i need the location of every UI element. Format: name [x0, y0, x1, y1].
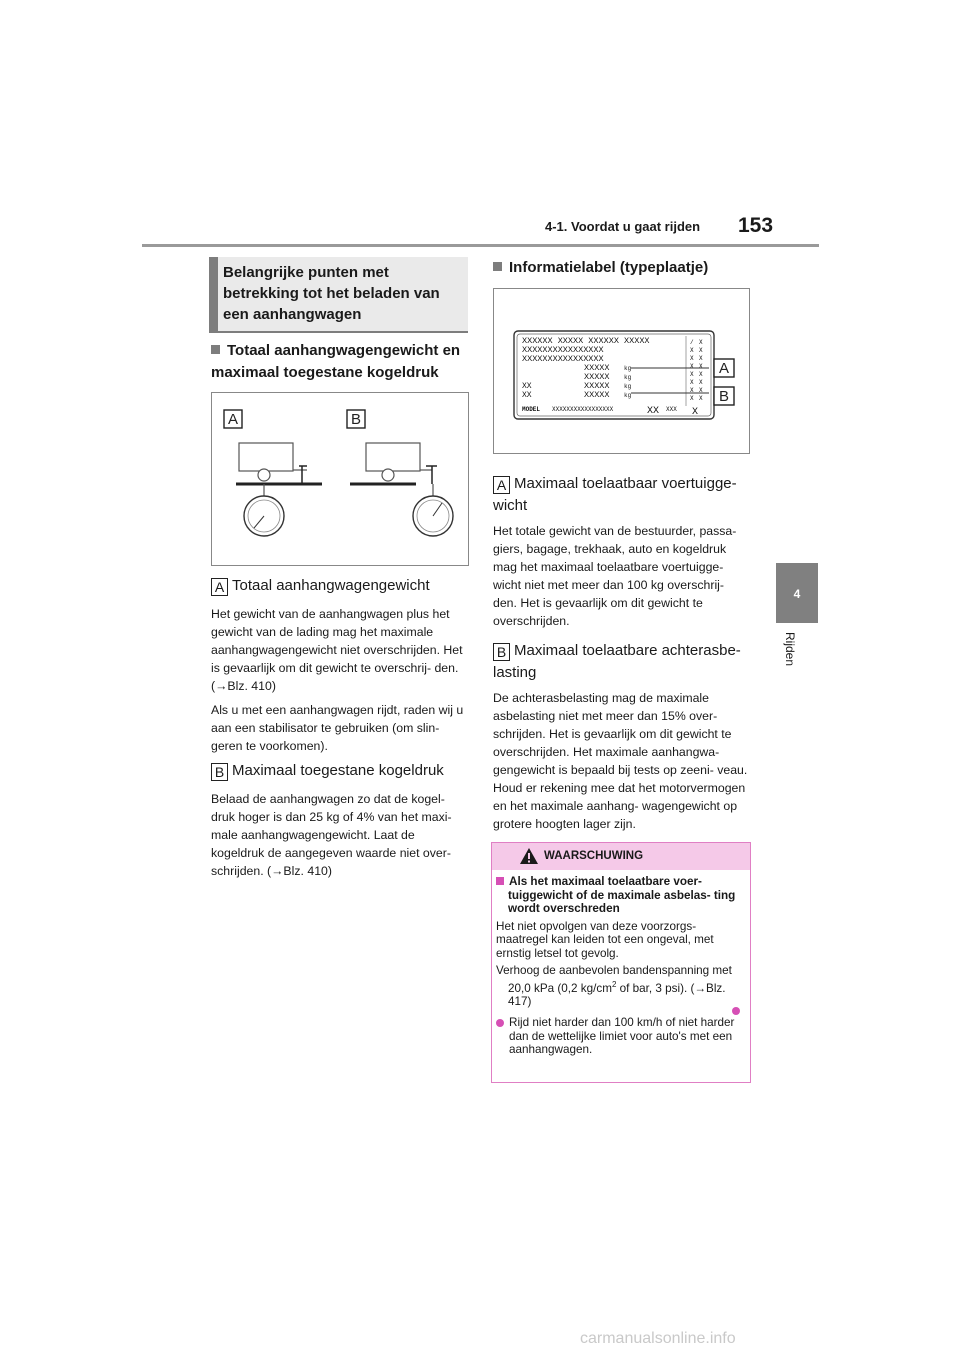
section-box-bar — [209, 257, 218, 331]
svg-text:X: X — [690, 371, 694, 378]
svg-text:X: X — [699, 395, 703, 402]
left-item-a-body — [211, 605, 467, 761]
svg-text:X: X — [690, 347, 694, 354]
right-heading-text: Informatielabel (typeplaatje) — [509, 259, 709, 276]
warning-p2-b: of bar, 3 psi). (→Blz. 417) — [508, 981, 726, 1008]
trailer-a — [236, 443, 322, 536]
letter-b-badge: B — [211, 763, 228, 781]
svg-text:X: X — [699, 363, 703, 370]
svg-text:X: X — [690, 355, 694, 362]
svg-text:X: X — [690, 387, 694, 394]
right-item-a-body — [493, 522, 751, 636]
right-item-a-title: Maximaal toelaatbaar voertuigge- wicht — [493, 475, 737, 514]
svg-text:X: X — [692, 407, 699, 418]
figure-letter-a: A — [227, 411, 239, 428]
warning-p3 — [496, 1016, 746, 1057]
svg-text:X: X — [699, 387, 703, 394]
bullet-dot-icon — [496, 1019, 504, 1027]
left-heading-text: Totaal aanhangwagengewicht en maximaal toegestane kogeldruk — [211, 342, 461, 381]
warning-triangle-icon — [519, 847, 539, 865]
plate-row-1: XXXXXX XXXXX XXXXXX XXXXX — [522, 336, 650, 346]
section-box-title: Belangrijke punten met betrekking tot het beladen van een aanhangwagen — [223, 264, 440, 323]
svg-text:X: X — [690, 363, 694, 370]
warning-p2-a: Verhoog de aanbevolen bandenspanning met 20,0 kPa (0,2 kg/cm — [496, 964, 732, 995]
plate-unit-1: kg — [624, 365, 632, 372]
trailer-scale-illustration — [212, 393, 468, 565]
letter-a-badge: A — [211, 578, 228, 596]
letter-a-badge: A — [493, 476, 510, 494]
left-item-a-heading — [211, 575, 467, 597]
warning-title: WAARSCHUWING — [544, 850, 644, 862]
plate-row-6: XXXXX — [584, 381, 610, 391]
right-item-b-body — [493, 689, 751, 839]
left-heading — [211, 340, 466, 384]
svg-text:X: X — [699, 347, 703, 354]
magenta-square-icon — [496, 877, 504, 885]
left-item-b-heading — [211, 760, 467, 782]
trailer-weight-figure — [211, 392, 469, 566]
warning-box — [491, 842, 751, 1083]
plate-row-7: XXXXX — [584, 390, 610, 400]
info-label-figure — [493, 288, 750, 454]
plate-row-2: XXXXXXXXXXXXXXXX — [522, 345, 604, 355]
figure-letter-b: B — [350, 411, 362, 428]
callout-a: A — [718, 360, 730, 377]
right-heading — [493, 257, 753, 279]
left-item-b-title: Maximaal toegestane kogeldruk — [232, 762, 444, 779]
plate-unit-3: kg — [624, 383, 632, 390]
chapter-tab[interactable] — [776, 563, 818, 623]
section-box — [209, 257, 468, 333]
plate-small-2: XX — [522, 391, 532, 400]
trailer-b — [350, 443, 453, 536]
type-plate-illustration — [494, 289, 749, 453]
right-item-b-p1: De achterasbelasting mag de maximale asbelasting niet met meer dan 15% over- schrijden. Het is gevaarlijk om dit gewicht te overschrijden. Het maximale aanhangwa- gengewicht is bepaald bij tests op zeeni- veau. Houd er rekening mee dat het motorvermogen en het maximale aanhang- wagengewicht op grotere hoogten lager zijn. — [493, 691, 748, 831]
plate-model-value: XXXXXXXXXXXXXXXXX — [552, 406, 614, 413]
bullet-dot-icon — [732, 1007, 740, 1015]
right-item-b-heading — [493, 640, 749, 684]
letter-b-badge: B — [493, 643, 510, 661]
chapter-number: 4 — [793, 587, 801, 601]
svg-text:/: / — [690, 339, 694, 346]
plate-model-label: MODEL — [522, 406, 541, 413]
left-item-a-p1: Het gewicht van de aanhangwagen plus het gewicht van de lading mag het maximale aanhangwagengewicht niet overschrijden. Het is gevaarlijk om dit gewicht te overschrij- den. (→Blz. 410) — [211, 607, 463, 693]
warning-header — [492, 843, 750, 870]
warning-p1: Het niet opvolgen van deze voorzorgs- maatregel kan leiden tot een ongeval, met ernstig letsel tot gevolg. — [496, 919, 714, 960]
plate-row-4: XXXXX — [584, 363, 610, 373]
chapter-label: Rijden — [783, 632, 797, 667]
section-title: 4-1. Voordat u gaat rijden — [545, 219, 701, 234]
plate-row-5: XXXXX — [584, 372, 610, 382]
warning-subhead-text: Als het maximaal toelaatbare voer- tuiggewicht of de maximale asbelas- ting wordt overschreden — [508, 875, 736, 915]
plate-row-3: XXXXXXXXXXXXXXXX — [522, 354, 604, 364]
plate-unit-4: kg — [624, 392, 632, 399]
warning-p3-text: Rijd niet harder dan 100 km/h of niet harder dan de wettelijke limiet voor auto's met een aanhangwagen. — [509, 1016, 735, 1057]
page-number: 153 — [738, 214, 774, 237]
left-item-a-title: Totaal aanhangwagengewicht — [232, 577, 430, 594]
svg-text:X: X — [699, 339, 703, 346]
warning-subhead — [496, 875, 746, 916]
watermark: carmanualsonline.info — [580, 1330, 736, 1347]
plate-small-1: XX — [522, 382, 532, 391]
callout-b: B — [718, 388, 730, 405]
svg-text:X: X — [699, 379, 703, 386]
plate-unit-2: kg — [624, 374, 632, 381]
svg-text:X: X — [690, 379, 694, 386]
right-item-a-heading — [493, 473, 749, 517]
warning-body — [496, 875, 746, 1061]
warning-p2 — [496, 964, 746, 1008]
svg-text:X: X — [690, 395, 694, 402]
left-item-b-body — [211, 790, 467, 886]
left-item-a-p2: Als u met een aanhangwagen rijdt, raden wij u aan een stabilisator te gebruiken (om slin- geren te voorkomen). — [211, 703, 464, 753]
header-rule — [142, 244, 819, 247]
svg-text:X: X — [699, 371, 703, 378]
left-item-b-p1: Belaad de aanhangwagen zo dat de kogel- druk hoger is dan 25 kg of 4% van het maxi- male aanhangwagengewicht. Laat de kogeldruk de aangegeven waarde niet over- schrijden. (→Blz. 410) — [211, 792, 452, 878]
square-bullet-icon — [493, 262, 502, 271]
plate-model-suffix: XXX — [666, 406, 677, 413]
plate-model-suffix-big: XX — [647, 406, 660, 417]
right-item-a-p1: Het totale gewicht van de bestuurder, passa- giers, bagage, trekhaak, auto en kogeldruk mag het maximaal toelaatbare voertuigge- wicht niet met meer dan 100 kg overschrij- den. Het is gevaarlijk om dit gewicht te overschrijden. — [493, 524, 737, 628]
warning-p2-sup: 2 — [611, 979, 617, 989]
svg-text:X: X — [699, 355, 703, 362]
chapter-label-wrap — [780, 632, 814, 692]
right-item-b-title: Maximaal toelaatbare achterasbe- lasting — [493, 642, 741, 681]
square-bullet-icon — [211, 345, 220, 354]
